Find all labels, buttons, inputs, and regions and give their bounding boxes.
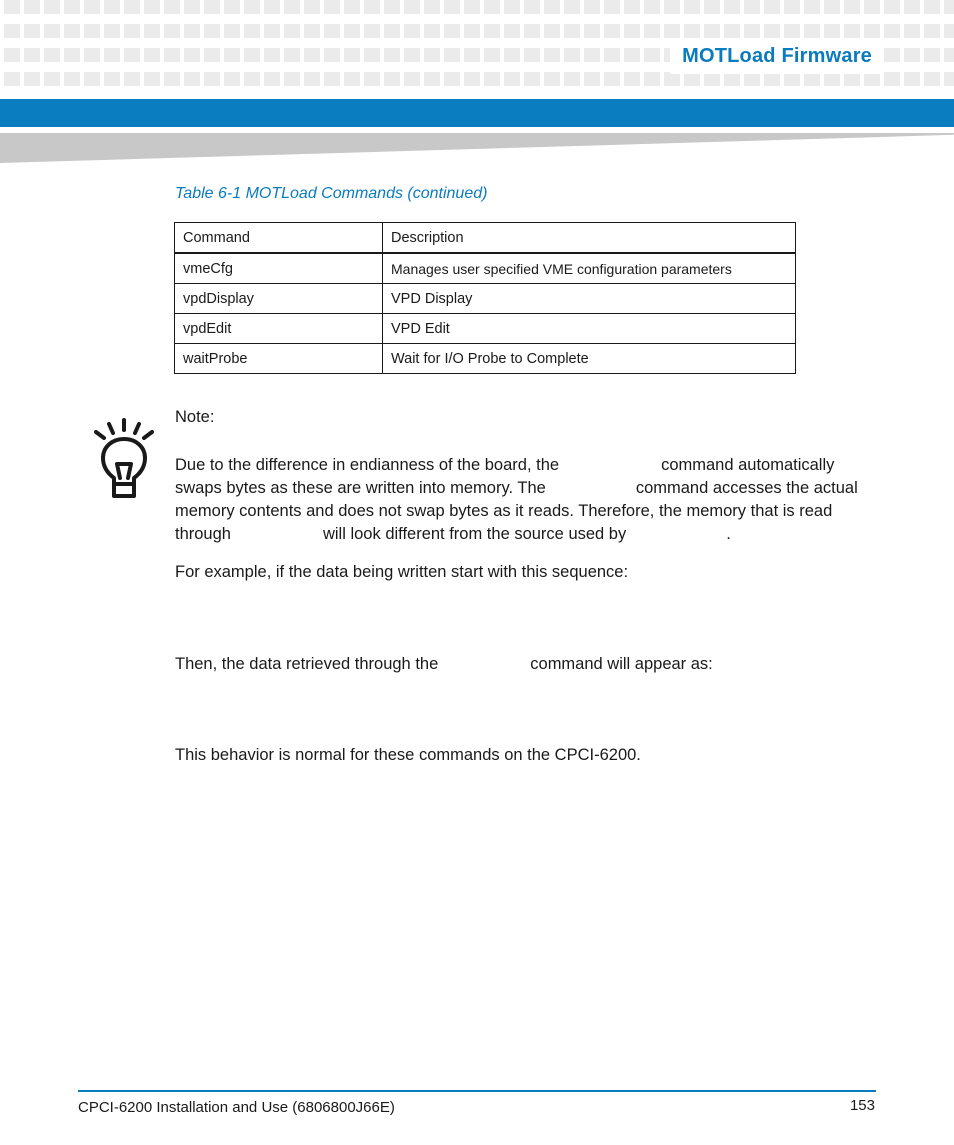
table-cell: vpdDisplay xyxy=(175,284,383,314)
text-segment: . xyxy=(726,525,731,543)
header-blue-bar xyxy=(0,99,954,127)
header-grey-wedge xyxy=(0,133,954,163)
text-segment: command accesses the actual xyxy=(635,479,858,497)
text-segment: swaps bytes as these are written into memory. The xyxy=(175,479,546,497)
text-segment: command automatically xyxy=(661,456,835,474)
table-caption: Table 6-1 MOTLoad Commands (continued) xyxy=(175,185,488,202)
text-segment: command will appear as: xyxy=(530,655,713,673)
footer-rule xyxy=(78,1090,876,1092)
commands-table xyxy=(174,222,796,374)
table-row xyxy=(175,284,796,314)
text-segment: Then, the data retrieved through the xyxy=(175,655,439,673)
table-row xyxy=(175,314,796,344)
header-title-box xyxy=(670,38,884,74)
column-header: Description xyxy=(383,223,796,254)
footer-doc-title: CPCI-6200 Installation and Use (6806800J66E) xyxy=(78,1099,395,1116)
example-paragraph: For example, if the data being written start with this sequence: xyxy=(175,563,629,581)
table-row xyxy=(175,253,796,284)
table-cell: VPD Edit xyxy=(383,314,796,344)
text-segment: through xyxy=(175,525,231,543)
behavior-paragraph: This behavior is normal for these commands on the CPCI-6200. xyxy=(175,746,641,764)
column-header: Command xyxy=(175,223,383,254)
table-row xyxy=(175,344,796,374)
page-number: 153 xyxy=(849,1097,875,1114)
table-cell: waitProbe xyxy=(175,344,383,374)
text-segment: memory contents and does not swap bytes as it reads. Therefore, the memory that is read xyxy=(175,502,833,520)
note-paragraph xyxy=(175,454,875,546)
note-label: Note: xyxy=(175,408,215,426)
table-header-row xyxy=(175,223,796,254)
table-cell: VPD Display xyxy=(383,284,796,314)
text-line xyxy=(175,477,875,500)
section-title: MOTLoad Firmware xyxy=(682,44,872,67)
table-cell: vmeCfg xyxy=(175,253,383,284)
text-segment: will look different from the source used by xyxy=(322,525,627,543)
text-line xyxy=(175,523,875,546)
table-cell: vpdEdit xyxy=(175,314,383,344)
table-cell: Manages user specified VME configuration parameters xyxy=(383,253,796,284)
result-paragraph xyxy=(175,655,713,674)
table-cell: Wait for I/O Probe to Complete xyxy=(383,344,796,374)
text-line xyxy=(175,500,875,523)
text-line xyxy=(175,454,875,477)
lightbulb-icon xyxy=(92,418,156,502)
text-segment: Due to the difference in endianness of the board, the xyxy=(175,456,560,474)
